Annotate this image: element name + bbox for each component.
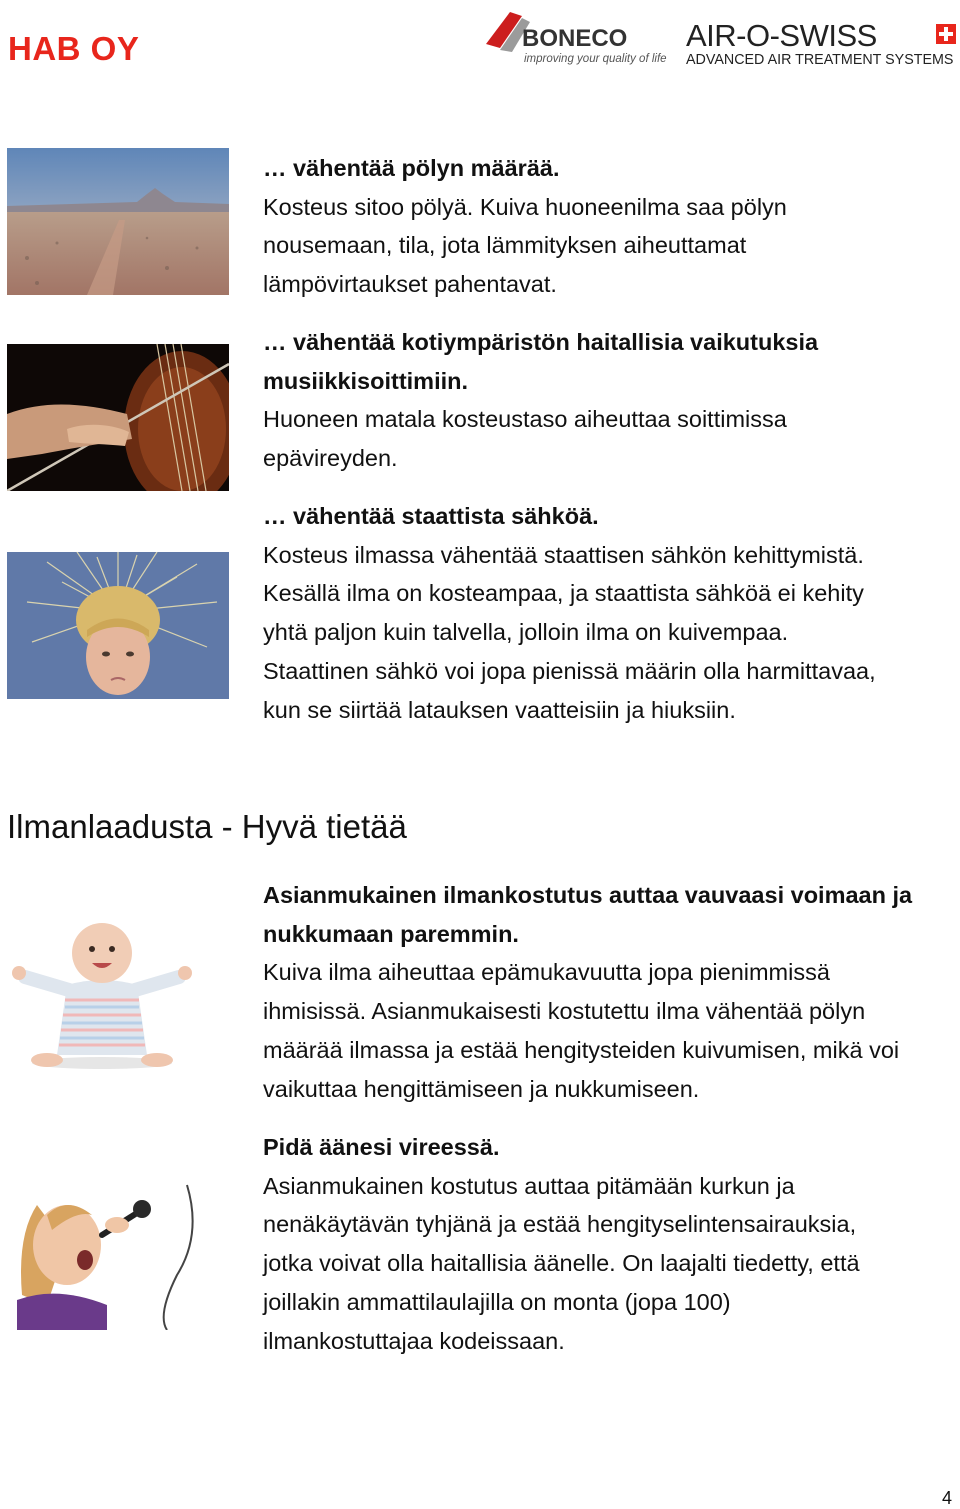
baby-image — [7, 915, 197, 1070]
singer-image — [7, 1175, 202, 1330]
static-hair-child-photo-icon — [7, 552, 229, 699]
info-heading: Pidä äänesi vireessä. — [263, 1134, 500, 1160]
info-baby — [263, 876, 943, 1108]
text-line: jotka voivat olla haitallisia äänelle. On laajalti tiedetty, että — [263, 1250, 860, 1277]
swiss-flag-icon — [936, 24, 956, 44]
benefit-heading: … vähentää kotiympäristön haitallisia vaikutuksia — [263, 329, 819, 355]
text-line: ilmankostuttajaa kodeissaan. — [263, 1327, 565, 1354]
info-heading: nukkumaan paremmin. — [263, 920, 519, 947]
boneco-logo — [478, 6, 678, 68]
text-line: epävireyden. — [263, 445, 398, 472]
text-line: nenäkäytävän tyhjänä ja estää hengityselintensairauksia, — [263, 1211, 857, 1238]
text-line: kun se siirtää latauksen vaatteisiin ja hiuksiin. — [263, 696, 736, 723]
benefit-heading: … vähentää staattista sähköä. — [263, 503, 599, 529]
desert-dust-image — [7, 148, 229, 295]
benefit-dust — [263, 149, 943, 304]
text-line: Huoneen matala kosteustaso aiheuttaa soittimissa — [263, 406, 787, 433]
text-line: lämpövirtaukset pahentavat. — [263, 271, 557, 298]
desert-dust-photo-icon — [7, 148, 229, 295]
text-line: Staattinen sähkö voi jopa pienissä määrin olla harmittavaa, — [263, 657, 876, 684]
singer-microphone-photo-icon — [7, 1175, 202, 1330]
text-line: määrää ilmassa ja estää hengitysteiden kuivumisen, mikä voi — [263, 1036, 900, 1063]
company-name: HAB OY — [8, 30, 140, 67]
section-title: Ilmanlaadusta - Hyvä tietää — [7, 808, 407, 845]
page-number: 4 — [941, 1488, 952, 1508]
svg-text:BONECO: BONECO — [522, 25, 628, 52]
text-line: ihmisissä. Asianmukaisesti kostutettu ilma vähentää pölyn — [263, 998, 866, 1025]
text-line: Kosteus ilmassa vähentää staattisen sähkön kehittymistä. — [263, 541, 864, 568]
svg-text:improving your quality of life: improving your quality of life — [524, 53, 667, 65]
text-line: joillakin ammattilaulajilla on monta (jopa 100) — [263, 1288, 731, 1315]
info-heading: Asianmukainen ilmankostutus auttaa vauvaasi voimaan ja — [263, 882, 913, 908]
benefit-instruments — [263, 323, 943, 478]
baby-photo-icon — [7, 915, 197, 1070]
benefit-static — [263, 497, 943, 729]
text-line: Kesällä ilma on kosteampaa, ja staattista sähköä ei kehity — [263, 580, 864, 607]
cello-player-photo-icon — [7, 344, 229, 491]
text-line: Kosteus sitoo pölyä. Kuiva huoneenilma saa pölyn — [263, 193, 787, 220]
text-line: Kuiva ilma aiheuttaa epämukavuutta jopa pienimmissä — [263, 959, 830, 986]
text-line: yhtä paljon kuin talvella, jolloin ilma on kuivempaa. — [263, 619, 789, 646]
svg-text:ADVANCED AIR TREATMENT SYSTEMS: ADVANCED AIR TREATMENT SYSTEMS — [686, 52, 954, 68]
info-voice — [263, 1128, 943, 1360]
static-hair-image — [7, 552, 229, 699]
svg-text:AIR-O-SWISS: AIR-O-SWISS — [686, 18, 877, 53]
text-line: vaikuttaa hengittämiseen ja nukkumiseen. — [263, 1075, 700, 1102]
text-line: nousemaan, tila, jota lämmityksen aiheuttamat — [263, 232, 747, 259]
text-line: Asianmukainen kostutus auttaa pitämään kurkun ja — [263, 1172, 795, 1199]
benefit-heading: … vähentää pölyn määrää. — [263, 155, 560, 181]
benefit-heading: musiikkisoittimiin. — [263, 367, 469, 394]
cello-image — [7, 344, 229, 491]
air-o-swiss-logo — [686, 18, 958, 68]
